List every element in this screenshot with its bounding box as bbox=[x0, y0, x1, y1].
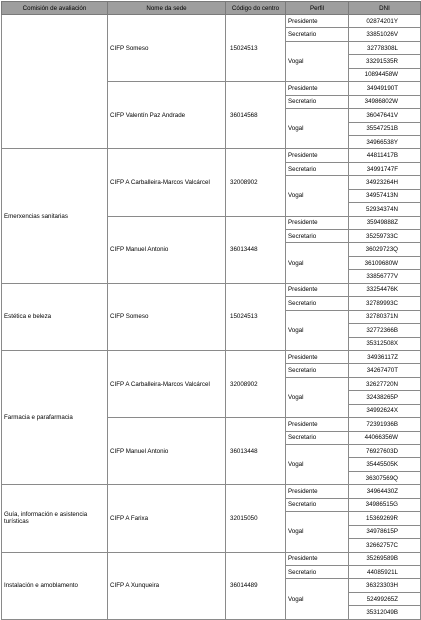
sede-cell: CIFP A Carballeira-Marcos Valcárcel bbox=[108, 149, 226, 216]
perfil-secretario: Secretario bbox=[286, 565, 349, 578]
perfil-presidente: Presidente bbox=[286, 149, 349, 162]
codigo-cell: 15024513 bbox=[226, 283, 286, 350]
dni-cell: 35949888Z bbox=[349, 216, 421, 229]
dni-cell: 34957413N bbox=[349, 189, 421, 202]
table-row bbox=[2, 283, 421, 296]
sede-cell: CIFP Manuel Antonio bbox=[108, 216, 226, 283]
dni-cell: 34991747F bbox=[349, 162, 421, 175]
perfil-secretario: Secretario bbox=[286, 364, 349, 377]
codigo-cell: 15024513 bbox=[226, 15, 286, 82]
perfil-presidente: Presidente bbox=[286, 552, 349, 565]
comision-cell: Estética e beleza bbox=[2, 283, 108, 350]
perfil-secretario: Secretario bbox=[286, 95, 349, 108]
header-sede: Nome da sede bbox=[108, 2, 226, 15]
dni-cell: 32662757C bbox=[349, 539, 421, 552]
dni-cell: 33291535R bbox=[349, 55, 421, 68]
codigo-cell: 36013448 bbox=[226, 418, 286, 485]
dni-cell: 34992624X bbox=[349, 404, 421, 417]
dni-cell: 35445505K bbox=[349, 458, 421, 471]
dni-cell: 35259733C bbox=[349, 230, 421, 243]
dni-cell: 32772366B bbox=[349, 324, 421, 337]
header-perfil: Perfil bbox=[286, 2, 349, 15]
dni-cell: 02874201Y bbox=[349, 15, 421, 28]
table-row bbox=[2, 15, 421, 28]
dni-cell: 36307569Q bbox=[349, 471, 421, 484]
table-row bbox=[2, 485, 421, 498]
dni-cell: 35269589B bbox=[349, 552, 421, 565]
comision-cell: Guía, información e asistencia turísticas bbox=[2, 485, 108, 552]
perfil-secretario: Secretario bbox=[286, 230, 349, 243]
sede-cell: CIFP A Carballeira-Marcos Valcárcel bbox=[108, 350, 226, 417]
perfil-vogal: Vogal bbox=[286, 243, 349, 283]
table-header-row bbox=[2, 2, 421, 15]
perfil-vogal: Vogal bbox=[286, 445, 349, 485]
header-dni: DNI bbox=[349, 2, 421, 15]
sede-cell: CIFP Someso bbox=[108, 15, 226, 82]
dni-cell: 10894458W bbox=[349, 68, 421, 81]
perfil-secretario: Secretario bbox=[286, 498, 349, 511]
perfil-vogal: Vogal bbox=[286, 512, 349, 552]
sede-cell: CIFP A Xunqueira bbox=[108, 552, 226, 619]
comision-cell: Farmacia e parafarmacia bbox=[2, 350, 108, 484]
dni-cell: 32780371N bbox=[349, 310, 421, 323]
perfil-presidente: Presidente bbox=[286, 418, 349, 431]
perfil-presidente: Presidente bbox=[286, 485, 349, 498]
codigo-cell: 32015050 bbox=[226, 485, 286, 552]
codigo-cell: 36014568 bbox=[226, 82, 286, 149]
sede-cell: CIFP Someso bbox=[108, 283, 226, 350]
perfil-secretario: Secretario bbox=[286, 297, 349, 310]
dni-cell: 72391936B bbox=[349, 418, 421, 431]
comision-cell: Emerxencias sanitarias bbox=[2, 149, 108, 283]
dni-cell: 34936117Z bbox=[349, 350, 421, 363]
table-row bbox=[2, 149, 421, 162]
perfil-vogal: Vogal bbox=[286, 310, 349, 350]
table-body bbox=[2, 15, 421, 620]
dni-cell: 33254476K bbox=[349, 283, 421, 296]
codigo-cell: 36014489 bbox=[226, 552, 286, 619]
perfil-secretario: Secretario bbox=[286, 162, 349, 175]
dni-cell: 76927603D bbox=[349, 445, 421, 458]
perfil-secretario: Secretario bbox=[286, 28, 349, 41]
dni-cell: 34949190T bbox=[349, 82, 421, 95]
perfil-presidente: Presidente bbox=[286, 216, 349, 229]
dni-cell: 52934374N bbox=[349, 203, 421, 216]
dni-cell: 33856777V bbox=[349, 270, 421, 283]
dni-cell: 34978615P bbox=[349, 525, 421, 538]
comision-cell bbox=[2, 15, 108, 149]
dni-cell: 34986802W bbox=[349, 95, 421, 108]
dni-cell: 44085921L bbox=[349, 565, 421, 578]
dni-cell: 34966538Y bbox=[349, 135, 421, 148]
codigo-cell: 32008902 bbox=[226, 149, 286, 216]
comision-cell: Instalación e amoblamento bbox=[2, 552, 108, 619]
codigo-cell: 32008902 bbox=[226, 350, 286, 417]
dni-cell: 32438265P bbox=[349, 391, 421, 404]
dni-cell: 34923264H bbox=[349, 176, 421, 189]
dni-cell: 44066356W bbox=[349, 431, 421, 444]
header-comision: Comisión de avaliación bbox=[2, 2, 108, 15]
dni-cell: 36029723Q bbox=[349, 243, 421, 256]
perfil-vogal: Vogal bbox=[286, 176, 349, 216]
codigo-cell: 36013448 bbox=[226, 216, 286, 283]
perfil-presidente: Presidente bbox=[286, 283, 349, 296]
table-row bbox=[2, 350, 421, 363]
sede-cell: CIFP Manuel Antonio bbox=[108, 418, 226, 485]
dni-cell: 34964430Z bbox=[349, 485, 421, 498]
perfil-vogal: Vogal bbox=[286, 579, 349, 619]
perfil-vogal: Vogal bbox=[286, 41, 349, 81]
table-row bbox=[2, 552, 421, 565]
perfil-presidente: Presidente bbox=[286, 350, 349, 363]
dni-cell: 34986515G bbox=[349, 498, 421, 511]
sede-cell: CIFP A Farixa bbox=[108, 485, 226, 552]
perfil-presidente: Presidente bbox=[286, 15, 349, 28]
dni-cell: 36109680W bbox=[349, 256, 421, 269]
dni-cell: 36323303H bbox=[349, 579, 421, 592]
dni-cell: 52499265Z bbox=[349, 592, 421, 605]
perfil-secretario: Secretario bbox=[286, 431, 349, 444]
perfil-presidente: Presidente bbox=[286, 82, 349, 95]
perfil-vogal: Vogal bbox=[286, 377, 349, 417]
dni-cell: 32778308L bbox=[349, 41, 421, 54]
dni-cell: 35312049B bbox=[349, 606, 421, 619]
perfil-vogal: Vogal bbox=[286, 109, 349, 149]
dni-cell: 34267470T bbox=[349, 364, 421, 377]
sede-cell: CIFP Valentín Paz Andrade bbox=[108, 82, 226, 149]
dni-cell: 32627720N bbox=[349, 377, 421, 390]
dni-cell: 44811417B bbox=[349, 149, 421, 162]
dni-cell: 15369269R bbox=[349, 512, 421, 525]
header-codigo: Código do centro bbox=[226, 2, 286, 15]
dni-cell: 32789993C bbox=[349, 297, 421, 310]
dni-cell: 35312508X bbox=[349, 337, 421, 350]
commission-table bbox=[1, 1, 421, 620]
dni-cell: 33851026V bbox=[349, 28, 421, 41]
dni-cell: 35547251B bbox=[349, 122, 421, 135]
dni-cell: 36047641V bbox=[349, 109, 421, 122]
